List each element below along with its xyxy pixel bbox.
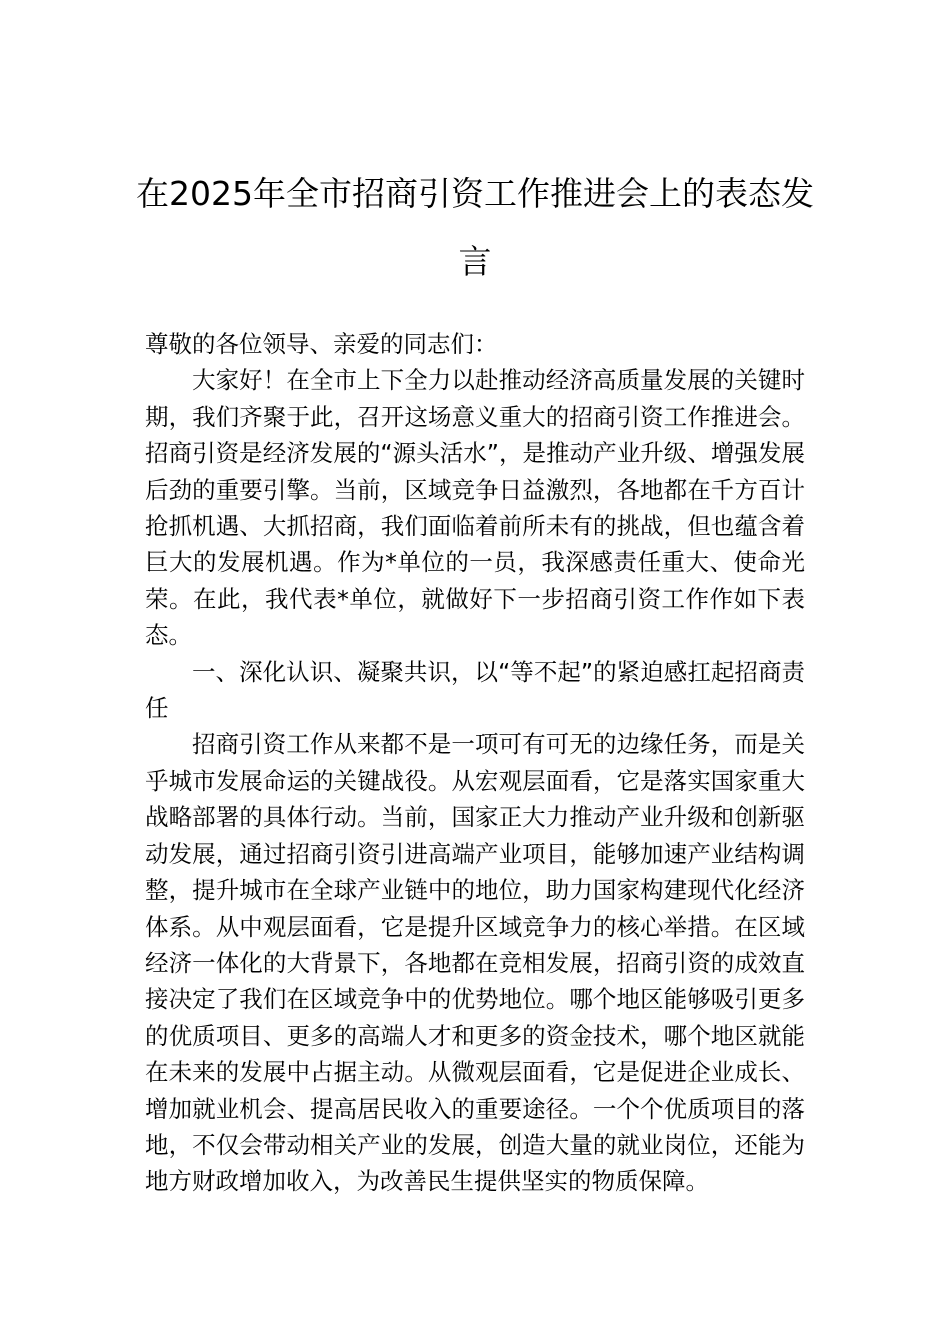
salutation: 尊敬的各位领导、亲爱的同志们： [145,330,498,358]
paragraph-section-1: 招商引资工作从来都不是一项可有可无的边缘任务，而是关乎城市发展命运的关键战役。从宏观层面看，它是落实国家重大战略部署的具体行动。当前，国家正大力推动产业升级和创新驱动发展，通过招商引资引进高端产业项目，能够加速产业结构调整，提升城市在全球产业链中的地位，助力国家构建现代化经济体系。从中观层面看，它是提升区域竞争力的核心举措。在区域经济一体化的大背景下，各地都在竞相发展，招商引资的成效直接决定了我们在区域竞争中的优势地位。哪个地区能够吸引更多的优质项目、更多的高端人才和更多的资金技术，哪个地区就能在未来的发展中占据主动。从微观层面看，它是促进企业成长、增加就业机会、提高居民收入的重要途径。一个个优质项目的落地，不仅会带动相关产业的发展，创造大量的就业岗位，还能为地方财政增加收入，为改善民生提供坚实的物质保障。 [145,730,805,1196]
section-heading-1: 一、深化认识、凝聚共识，以“等不起”的紧迫感扛起招商责任 [145,657,805,723]
document-body [145,326,805,1200]
document-title: 在2025年全市招商引资工作推进会上的表态发言 [136,174,814,281]
paragraph-opening: 大家好！在全市上下全力以赴推动经济高质量发展的关键时期，我们齐聚于此，召开这场意义重大的招商引资工作推进会。招商引资是经济发展的“源头活水”，是推动产业升级、增强发展后劲的重要引擎。当前，区域竞争日益激烈，各地都在千方百计抢抓机遇、大抓招商，我们面临着前所未有的挑战，但也蕴含着巨大的发展机遇。作为*单位的一员，我深感责任重大、使命光荣。在此，我代表*单位，就做好下一步招商引资工作作如下表态。 [145,366,805,650]
